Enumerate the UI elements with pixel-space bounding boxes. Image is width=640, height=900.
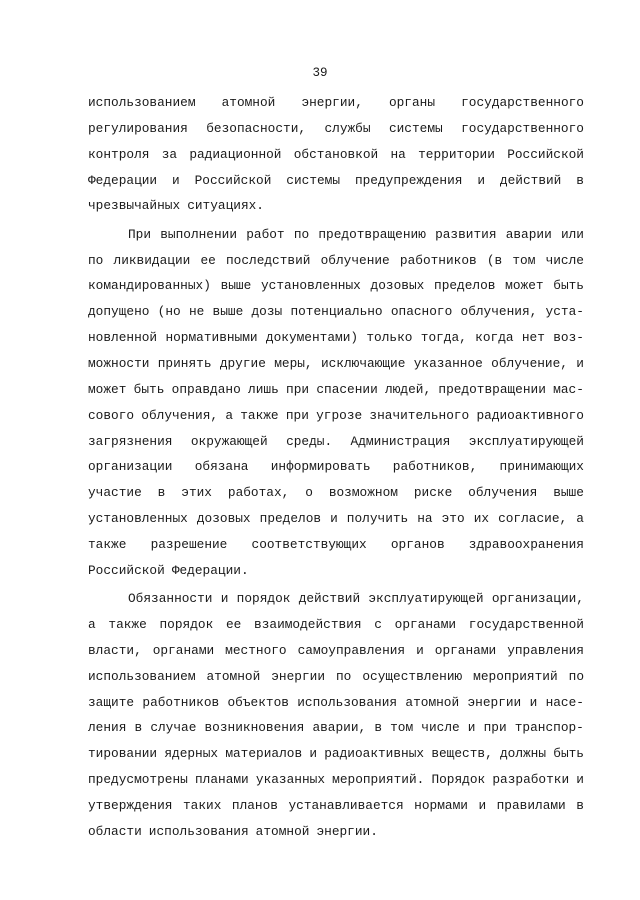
word: мероприятий.	[332, 772, 425, 788]
text-line	[88, 94, 584, 112]
word: энергии	[271, 668, 326, 684]
word: работ	[246, 226, 285, 242]
word: органами	[394, 617, 457, 632]
word: среды.	[286, 433, 333, 449]
word: также	[88, 536, 127, 552]
word: этих	[181, 485, 212, 501]
word: органами	[152, 642, 215, 658]
word: и	[529, 694, 538, 710]
word: материалов	[225, 746, 303, 762]
word: числе	[545, 252, 584, 268]
word: (но	[157, 304, 181, 320]
text-line	[88, 771, 584, 789]
word: работников,	[392, 459, 478, 475]
word: использования	[148, 823, 249, 839]
word: власти,	[88, 642, 142, 658]
word: разработки	[492, 772, 570, 788]
word: лишь	[248, 381, 279, 397]
word: в	[134, 720, 143, 736]
word: за	[161, 146, 178, 162]
word: и	[576, 356, 584, 371]
word: угрозе	[316, 407, 363, 423]
word: указанных	[255, 772, 326, 788]
word: развития	[435, 226, 497, 242]
word: при	[286, 381, 310, 397]
word: возможном	[328, 485, 398, 501]
word: безопасности,	[206, 120, 307, 136]
word: по	[293, 226, 310, 242]
word: согласие,	[498, 511, 568, 527]
text-line	[88, 668, 584, 686]
text-line	[88, 719, 584, 737]
word: пределов	[259, 511, 322, 527]
word: загрязнения	[88, 433, 173, 449]
word: регулирования	[88, 120, 188, 136]
text-line	[88, 303, 584, 321]
word: разрешение	[150, 536, 228, 552]
word: чрезвычайных	[88, 198, 181, 214]
word: их	[473, 511, 490, 527]
word: эксплуатирующей	[468, 433, 584, 449]
word: а	[576, 511, 584, 527]
word: насе-	[545, 694, 584, 710]
word: спасении	[316, 381, 378, 397]
word: области	[88, 823, 142, 839]
word: тогда,	[420, 330, 467, 346]
word: облучения,	[460, 304, 538, 320]
word: в	[576, 172, 584, 188]
word: ликвидации	[113, 252, 191, 268]
word: и	[416, 642, 424, 658]
word: эксплуатирующей	[368, 591, 484, 607]
word: утверждения	[88, 797, 173, 813]
word: устанавливается	[288, 797, 404, 813]
text-line	[88, 797, 584, 815]
text-line	[88, 407, 584, 425]
text-line	[88, 745, 584, 763]
word: государственной	[468, 617, 584, 632]
text-line	[88, 146, 584, 164]
text-line	[88, 510, 584, 528]
word: Администрация	[350, 433, 451, 449]
word: участие	[88, 485, 142, 501]
word: должны	[499, 746, 547, 762]
word: облучения,	[141, 407, 219, 423]
word: обстановкой	[293, 146, 379, 162]
word: веществ,	[431, 746, 493, 762]
text-line	[88, 120, 584, 138]
word: в	[157, 485, 166, 501]
word: местного	[225, 642, 287, 658]
word: информировать	[270, 459, 371, 475]
word: не	[188, 304, 205, 320]
word: органов	[390, 536, 445, 552]
text-line	[88, 172, 584, 190]
text-line	[88, 823, 584, 841]
word: на	[390, 146, 406, 162]
word: обязана	[194, 459, 249, 475]
word: объектов	[227, 694, 289, 710]
text-line	[88, 536, 584, 554]
word: указанное	[413, 356, 483, 371]
word: использованием	[88, 95, 196, 110]
word: облучение	[320, 252, 390, 268]
word: предусмотрены	[88, 772, 188, 788]
word: органами	[434, 642, 497, 658]
word: в	[576, 797, 584, 813]
word: по	[336, 668, 352, 684]
word: органы	[388, 95, 436, 110]
word: окружающей	[190, 433, 268, 449]
word: аварии	[505, 226, 552, 242]
word: радиационной	[189, 146, 282, 162]
word: и	[309, 746, 318, 762]
word: планами	[194, 772, 249, 788]
text-line	[88, 197, 584, 215]
word: допущено	[88, 304, 150, 320]
word: организации	[88, 459, 173, 475]
word: атомной	[206, 668, 261, 684]
word: ядерных	[164, 746, 219, 762]
word: быть	[553, 278, 584, 294]
word: нормативными	[165, 330, 258, 346]
word: контроля	[88, 146, 150, 162]
word: выше	[553, 485, 584, 501]
word: потенциально	[290, 304, 383, 320]
word: установленных	[261, 278, 361, 294]
word: предотвращению	[318, 226, 426, 242]
word: случае	[150, 720, 197, 736]
word: людей,	[385, 381, 432, 397]
word: установленных	[88, 511, 188, 527]
word: выше	[212, 304, 244, 320]
word: принять	[157, 356, 212, 371]
word: и	[477, 172, 486, 188]
word: новленной	[88, 330, 158, 346]
word: может	[505, 278, 544, 294]
text-line	[88, 355, 584, 373]
word: ситуациях.	[187, 198, 264, 214]
word: работах,	[227, 485, 290, 501]
text-line	[88, 694, 584, 712]
word: ее	[225, 617, 242, 632]
word: аварии,	[312, 720, 367, 736]
word: Федерации.	[171, 562, 249, 578]
word: командированных)	[88, 278, 211, 294]
word: системы	[286, 172, 341, 188]
word: государственного	[461, 95, 584, 110]
word: территории	[418, 146, 495, 162]
text-line	[88, 252, 584, 270]
word: сового	[88, 407, 135, 423]
word: мас-	[553, 381, 584, 397]
word: нормами	[414, 797, 468, 813]
word: дозы	[251, 304, 283, 320]
word: Российской	[507, 146, 584, 162]
text-line	[88, 277, 584, 295]
word: возникновения	[204, 720, 305, 736]
word: транспор-	[514, 720, 584, 736]
word: порядок	[236, 591, 291, 607]
word: по	[88, 252, 104, 268]
word: радиоактивных	[324, 746, 425, 762]
word: Федерации	[88, 172, 158, 188]
text-line	[88, 433, 584, 451]
word: управления	[507, 642, 584, 658]
word: планов	[231, 797, 278, 813]
word: на	[417, 511, 433, 527]
word: другие	[219, 356, 266, 371]
word: работников	[142, 694, 220, 710]
word: правилами	[496, 797, 566, 813]
word: также	[240, 407, 279, 423]
word: риске	[413, 485, 453, 501]
text-line	[88, 381, 584, 399]
word: здравоохранения	[468, 536, 584, 552]
word: таких	[182, 797, 222, 813]
word: а	[225, 407, 233, 423]
word: работников	[399, 252, 477, 268]
word: принимающих	[499, 459, 584, 475]
text-line	[88, 642, 584, 660]
word: при	[285, 407, 309, 423]
word: в	[374, 720, 383, 736]
word: облучения	[468, 485, 538, 501]
word: При	[128, 226, 152, 242]
word: Российской	[88, 562, 165, 578]
word: предотвращении	[438, 381, 546, 397]
text-line	[88, 616, 584, 634]
word: оправдано	[171, 381, 241, 397]
word: документами)	[265, 330, 359, 346]
text-line	[88, 562, 584, 580]
word: использованием	[88, 668, 196, 684]
word: и	[172, 172, 180, 188]
word: соответствующих	[251, 536, 367, 552]
word: государственного	[461, 120, 584, 136]
word: опасного	[390, 304, 453, 320]
word: ления	[88, 720, 127, 736]
word: можности	[88, 356, 150, 371]
word: это	[441, 511, 465, 527]
word: использования	[297, 694, 398, 710]
word: защите	[88, 694, 135, 710]
page-number: 39	[312, 66, 328, 80]
word: том	[390, 720, 414, 736]
word: службы	[324, 120, 371, 136]
word: при	[483, 720, 507, 736]
word: тировании	[88, 746, 158, 762]
word: выполнении	[160, 226, 238, 242]
word: и	[220, 591, 229, 607]
word: или	[560, 226, 584, 242]
word: самоуправления	[297, 642, 406, 658]
word: дозовых	[196, 511, 251, 527]
word: воз-	[553, 330, 584, 346]
text-line	[128, 590, 584, 608]
word: только	[366, 330, 413, 346]
word: пределов	[434, 278, 496, 294]
word: действий	[298, 591, 361, 607]
word: и	[467, 720, 476, 736]
word: по	[568, 668, 584, 684]
word: числе	[421, 720, 460, 736]
word: осуществлению	[362, 668, 463, 684]
word: последствий	[225, 252, 311, 268]
word: (в	[486, 252, 503, 268]
text-line	[128, 226, 584, 244]
word: Обязанности	[128, 591, 213, 607]
text-line	[88, 484, 584, 502]
text-line	[88, 458, 584, 476]
word: дозовых	[370, 278, 425, 294]
word: и	[478, 797, 487, 813]
word: и	[330, 511, 338, 527]
word: с	[374, 617, 382, 632]
word: радиоактивного	[476, 407, 584, 423]
word: Российской	[194, 172, 272, 188]
word: действий	[499, 172, 562, 188]
word: меры,	[274, 356, 313, 371]
word: а	[88, 617, 96, 632]
word: о	[305, 485, 313, 501]
word: организации,	[491, 591, 584, 607]
word: предупреждения	[354, 172, 463, 188]
word: исключающие	[320, 356, 406, 371]
word: нет	[521, 330, 545, 346]
word: взаимодействия	[254, 617, 362, 632]
word: уста-	[545, 304, 584, 320]
text-line	[88, 329, 584, 347]
word: мероприятий	[473, 668, 558, 684]
word: атомной	[221, 95, 276, 110]
word: энергии.	[316, 823, 378, 839]
word: может	[88, 381, 127, 397]
word: атомной	[405, 694, 460, 710]
word: Порядок	[431, 772, 486, 788]
word: облучение,	[491, 356, 568, 371]
word: быть	[133, 381, 165, 397]
word: получить	[346, 511, 409, 527]
word: атомной	[255, 823, 310, 839]
word: выше	[220, 278, 252, 294]
word: том	[512, 252, 536, 268]
word: энергии	[467, 694, 522, 710]
word: порядок	[159, 617, 214, 632]
word: ее	[200, 252, 216, 268]
word: также	[108, 617, 147, 632]
word: и	[576, 772, 584, 788]
word: значительного	[369, 407, 470, 423]
word: быть	[553, 746, 584, 762]
word: когда	[475, 330, 514, 346]
word: системы	[388, 120, 443, 136]
word: энергии,	[301, 95, 363, 110]
